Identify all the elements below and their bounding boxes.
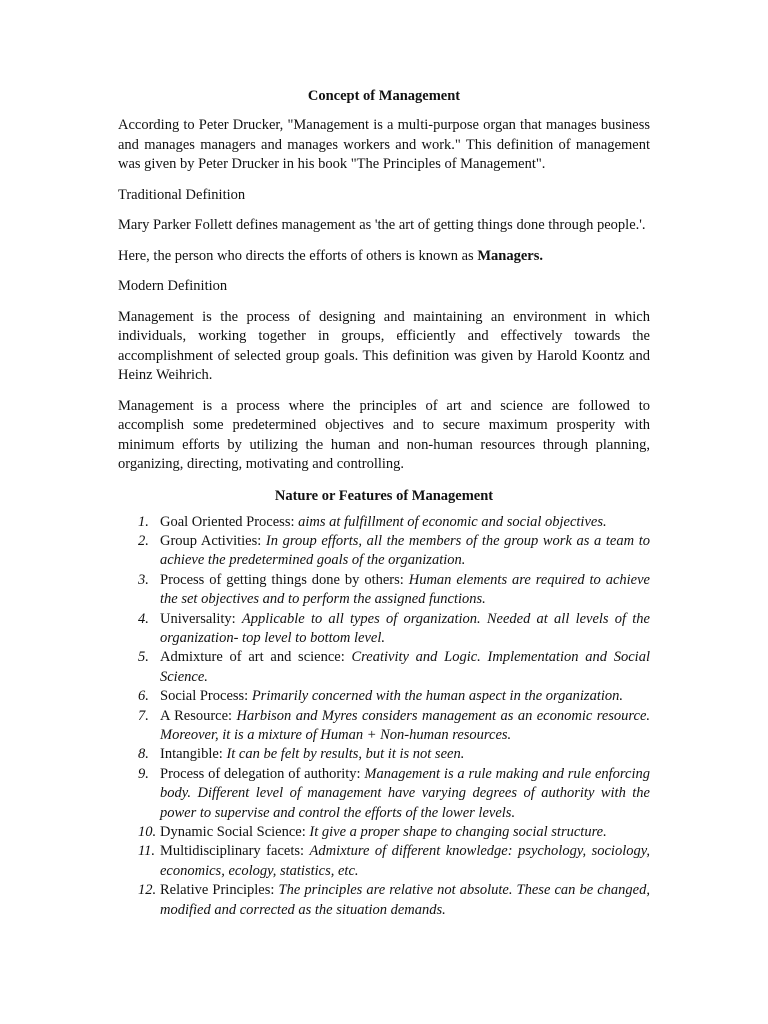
modern-definition-heading: Modern Definition <box>118 278 228 294</box>
list-item-number: 12. <box>138 882 157 899</box>
list-item-description: Harbison and Myres considers management as an economic resource. Moreover, it is a mixture of Human + Non-human resources. <box>160 707 651 743</box>
list-item-description: The principles are relative not absolute. These can be changed, modified and corrected as the situation demands. <box>160 882 650 918</box>
list-item-description: Admixture of different knowledge: psychology, sociology, economics, ecology, statistics, etc. <box>160 843 650 879</box>
list-item-term: Social Process: <box>160 688 252 705</box>
list-item-description: Management is a rule making and rule enforcing body. Different level of management have varying degrees of authority with the power to supervise and control the efforts of the lower levels. <box>160 765 651 821</box>
list-item <box>118 648 650 687</box>
list-item-number: 4. <box>138 610 149 627</box>
follett-paragraph: Mary Parker Follett defines management as 'the art of getting things done through people.'. <box>118 217 646 233</box>
list-item-number: 10. <box>138 824 157 840</box>
list-item <box>118 687 650 706</box>
list-item-description: Human elements are required to achieve the set objectives and to perform the assigned functions. <box>160 571 650 608</box>
page-title: Concept of Management <box>307 88 461 104</box>
list-item-number: 9. <box>138 765 149 782</box>
list-item <box>118 532 650 571</box>
managers-term: Managers. <box>477 247 543 264</box>
list-item-term: A Resource: <box>160 707 237 724</box>
list-item-term: Goal Oriented Process: <box>160 513 299 530</box>
list-item-term: Multidisciplinary facets: <box>160 843 310 860</box>
list-item-term: Admixture of art and science: <box>160 649 352 666</box>
list-item <box>118 842 650 881</box>
list-item-description: It can be felt by results, but it is not seen. <box>226 746 465 763</box>
process-paragraph: Management is a process where the principles of art and science are followed to accomplish some predetermined objectives and to secure maximum prosperity with minimum efforts by utilizing the human and non-human resources through planning, organizing, directing, motivating and controlling. <box>118 397 650 472</box>
managers-prefix: Here, the person who directs the efforts of others is known as <box>118 247 478 264</box>
list-item-number: 7. <box>138 707 149 724</box>
list-item-description: In group efforts, all the members of the group work as a team to achieve the predetermined goals of the organization. <box>160 532 650 569</box>
drucker-paragraph: According to Peter Drucker, "Management is a multi-purpose organ that manages business and manages managers and manages workers and work." This definition of management was given by Peter Drucker in his book "The Principles of Management". <box>118 117 650 172</box>
list-item <box>118 765 650 823</box>
features-list <box>118 513 650 921</box>
list-item-term: Universality: <box>160 610 242 627</box>
list-item-number: 2. <box>138 532 149 549</box>
list-item-description: It give a proper shape to changing social structure. <box>309 824 607 840</box>
list-item <box>118 823 650 842</box>
list-item <box>118 745 650 764</box>
list-item-term: Group Activities: <box>160 532 266 549</box>
traditional-definition-heading: Traditional Definition <box>118 186 246 203</box>
list-item-number: 8. <box>138 746 149 763</box>
list-item <box>118 571 650 610</box>
list-item-description: Primarily concerned with the human aspect in the organization. <box>251 688 624 705</box>
list-item-term: Relative Principles: <box>160 882 279 899</box>
list-item-description: Creativity and Logic. Implementation and Social Science. <box>160 649 650 685</box>
list-item-term: Process of getting things done by others: <box>160 571 409 588</box>
koontz-paragraph: Management is the process of designing and maintaining an environment in which individuals, working together in groups, efficiently and effectively towards the accomplishment of selected group goals. This definition was given by Harold Koontz and Heinz Weihrich. <box>118 308 650 383</box>
list-item <box>118 610 650 649</box>
managers-paragraph <box>118 247 650 267</box>
list-item <box>118 707 650 746</box>
list-item <box>118 513 650 532</box>
list-item-term: Intangible: <box>160 746 227 763</box>
list-item-description: aims at fulfillment of economic and social objectives. <box>298 513 607 530</box>
list-item <box>118 881 650 920</box>
list-item-number: 5. <box>138 649 149 666</box>
nature-heading: Nature or Features of Management <box>274 487 494 504</box>
list-item-term: Dynamic Social Science: <box>160 824 310 840</box>
list-item-description: Applicable to all types of organization. Needed at all levels of the organization- top level to bottom level. <box>160 610 650 646</box>
list-item-number: 3. <box>138 571 149 588</box>
list-item-term: Process of delegation of authority: <box>160 765 365 782</box>
list-item-number: 1. <box>138 513 149 530</box>
list-item-number: 6. <box>138 688 149 705</box>
list-item-number: 11. <box>138 843 156 860</box>
